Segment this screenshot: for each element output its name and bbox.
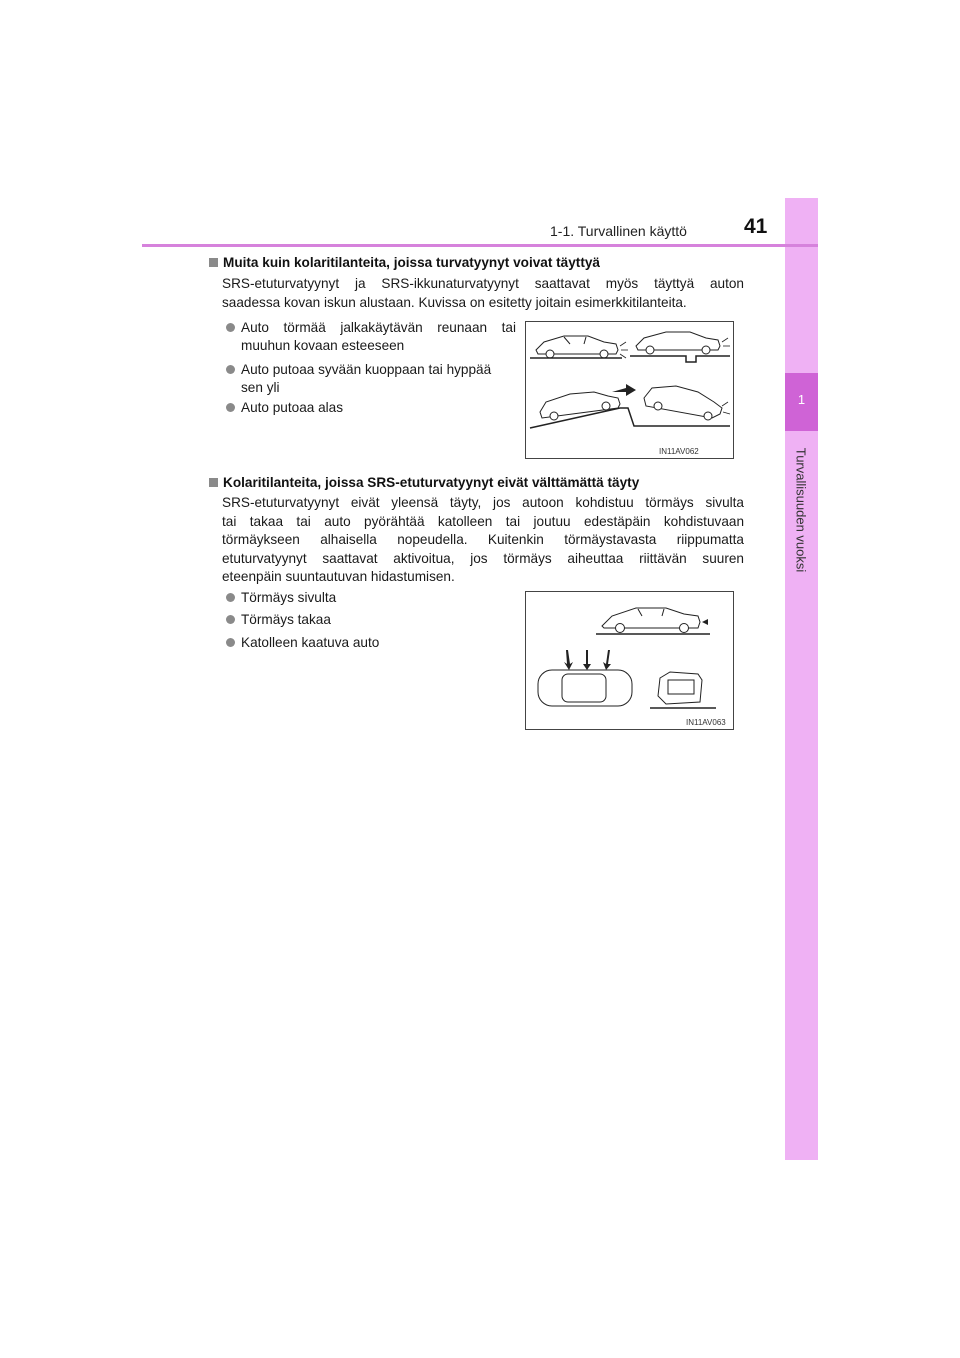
car-side-impact-icon [538, 670, 632, 706]
bullet-dot-icon [226, 403, 235, 412]
chapter-side-tab [785, 198, 818, 1160]
car-slope-icon [540, 392, 620, 420]
bullet-line: Auto törmää jalkakäytävän reunaan tai [241, 320, 516, 335]
chapter-title: Turvallisuuden vuoksi [793, 447, 809, 573]
bullet-line: Katolleen kaatuva auto [241, 635, 380, 650]
section1-paragraph [222, 275, 744, 312]
impact-icon [620, 342, 628, 358]
section1-line-2: saadessa kovan iskun alustaan. Kuvissa on esitetty joitain esimerkkitilanteita. [222, 294, 687, 310]
figure-code: IN11AV063 [686, 718, 726, 727]
section1-heading [209, 255, 600, 270]
section2-line-5: eteenpäin suuntautuvan hidastumisen. [222, 569, 455, 584]
section-title: 1-1. Turvallinen käyttö [550, 223, 687, 239]
arrow-left-icon [702, 618, 720, 625]
bullet-line: Törmäys takaa [241, 612, 331, 627]
section1-bullet-2 [226, 361, 516, 397]
section2-line-3: törmäykseen alhaisella nopeudella. Kuitenkin törmäystavasta riippumatta [222, 532, 744, 547]
section2-line-1: SRS-etuturvatyynyt eivät yleensä täyty, jos autoon kohdistuu törmäys sivulta [222, 495, 744, 510]
bullet-dot-icon [226, 615, 235, 624]
figure-illustration [526, 322, 733, 458]
square-bullet-icon [209, 478, 218, 487]
header-rule [142, 244, 818, 247]
bullet-dot-icon [226, 365, 235, 374]
bullet-dot-icon [226, 323, 235, 332]
figure-illustration [526, 592, 733, 729]
chapter-number: 1 [797, 392, 806, 407]
section2-bullet-1 [226, 589, 496, 607]
car-pothole-icon [636, 332, 720, 354]
section2-heading [209, 475, 639, 490]
car-rear-impact-icon [602, 608, 700, 633]
section2-line-2: tai takaa tai auto pyörähtää katolleen tai joutuu edestäpäin kohdistuvaan [222, 513, 744, 529]
section1-bullet-1 [226, 319, 516, 355]
car-drop-icon [644, 386, 722, 420]
page-number: 41 [744, 215, 768, 238]
section2-line-4: etuturvatyynyt saattavat aktivoitua, jos törmäys aiheuttaa riittävän suuren [222, 550, 744, 566]
section2-heading-text: Kolaritilanteita, joissa SRS-etuturvatyynyt eivät välttämättä täyty [223, 475, 640, 490]
square-bullet-icon [209, 258, 218, 267]
bullet-line: Törmäys sivulta [241, 590, 337, 605]
car-curb-icon [536, 336, 618, 358]
arrows-down-icon [564, 650, 611, 670]
section2-paragraph [222, 494, 744, 587]
section1-bullet-3 [226, 399, 516, 417]
figure-airbag-situations [525, 321, 734, 459]
arrow-icon [612, 384, 636, 396]
bullet-line: Auto putoaa alas [241, 400, 344, 415]
bullet-line: muuhun kovaan esteeseen [241, 338, 405, 353]
section1-heading-text: Muita kuin kolaritilanteita, joissa turvatyynyt voivat täyttyä [223, 255, 600, 270]
bullet-line: sen yli [241, 380, 280, 395]
section1-line-1: SRS-etuturvatyynyt ja SRS-ikkunaturvatyynyt saattavat myös täyttyä auton [222, 276, 744, 291]
figure-code: IN11AV062 [659, 447, 699, 456]
figure-no-deploy-situations [525, 591, 734, 730]
car-rollover-icon [658, 672, 702, 704]
bullet-line: Auto putoaa syvään kuoppaan tai hyppää [241, 362, 492, 377]
section2-bullet-2 [226, 611, 496, 629]
section2-bullet-3 [226, 634, 496, 652]
bullet-dot-icon [226, 638, 235, 647]
bullet-dot-icon [226, 593, 235, 602]
